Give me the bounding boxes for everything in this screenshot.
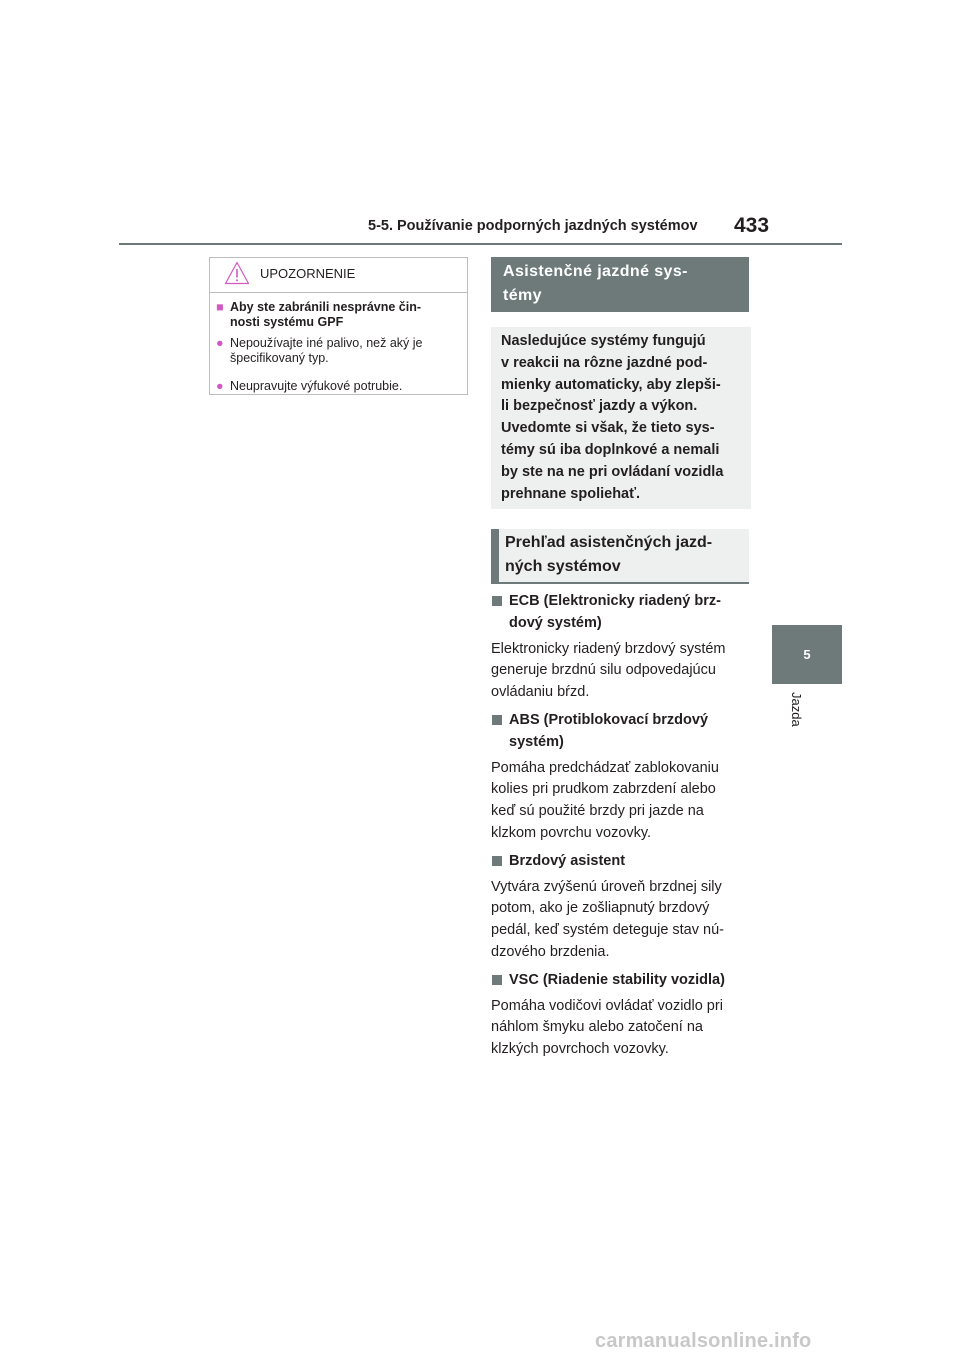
item-text-brake-assist: Vytvára zvýšenú úroveň brzdnej sily potom, ako je zošliapnutý brzdový pedál, keď systém deteguje stav nú- dzového brzdenia. [491, 878, 724, 960]
header-divider [119, 243, 842, 245]
square-bullet-icon [492, 715, 502, 725]
warning-subheading: ■ Aby ste zabránili nesprávne čin- nosti systému GPF [216, 300, 422, 329]
chapter-tab: 5 [772, 625, 842, 684]
item-heading-ecb: ECB (Elektronicky riadený brz- dový systém) [491, 591, 753, 635]
watermark: carmanualsonline.info [595, 1330, 812, 1352]
page-number: 433 [734, 214, 770, 237]
warning-header [210, 258, 467, 293]
item-heading-abs: ABS (Protiblokovací brzdový systém) [491, 710, 753, 754]
chapter-title: 5-5. Používanie podporných jazdných systémov [368, 218, 698, 234]
item-text-abs: Pomáha predchádzať zablokovaniu kolies pri prudkom zabrzdení alebo keď sú použité brzdy pri jazde na klzkom povrchu vozovky. [491, 759, 719, 841]
sub-heading: Prehľad asistenčných jazd- ných systémov [491, 529, 749, 584]
warning-bullet: ● Nepoužívajte iné palivo, než aký je špecifikovaný typ. [216, 336, 423, 365]
item-heading-vsc: VSC (Riadenie stability vozidla) [491, 970, 753, 992]
intro-box: Nasledujúce systémy fungujú v reakcii na rôzne jazdné pod- mienky automaticky, aby zlepši- li bezpečnosť jazdy a výkon. Uvedomte si však, že tieto sys- témy sú iba doplnkové a nemali by ste na ne pri ovládaní vozidla prehnane spoliehať. [491, 327, 751, 509]
item-text-vsc: Pomáha vodičovi ovládať vozidlo pri náhlom šmyku alebo zatočení na klzkých povrchoch vozovky. [491, 997, 723, 1058]
square-bullet-icon [492, 975, 502, 985]
chapter-tab-label: Jazda [789, 692, 804, 727]
square-bullet-icon: ■ [216, 300, 224, 314]
square-bullet-icon [492, 596, 502, 606]
item-text-ecb: Elektronicky riadený brzdový systém generuje brzdnú silu odpovedajúcu ovládaniu bŕzd. [491, 640, 726, 701]
section-banner: Asistenčné jazdné sys- témy [491, 257, 749, 312]
warning-title: UPOZORNENIE [260, 266, 356, 281]
item-heading-brake-assist: Brzdový asistent [491, 851, 753, 873]
warning-body [210, 300, 467, 394]
warning-box [209, 257, 468, 395]
round-bullet-icon: ● [216, 379, 224, 393]
warning-bullet: ● Neupravujte výfukové potrubie. [216, 379, 403, 393]
round-bullet-icon: ● [216, 336, 224, 350]
square-bullet-icon [492, 856, 502, 866]
warning-triangle-icon [224, 261, 250, 285]
systems-list [491, 591, 753, 1061]
